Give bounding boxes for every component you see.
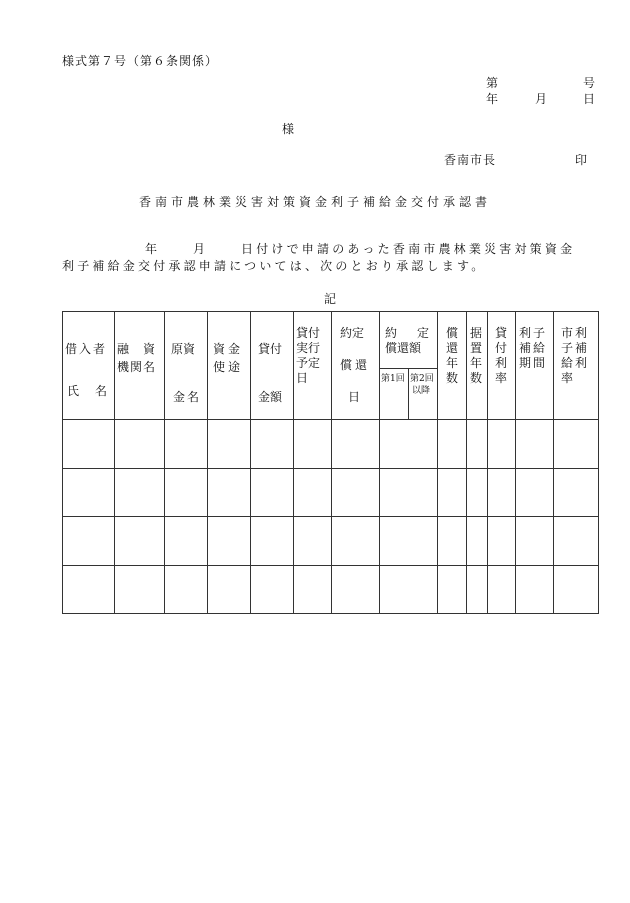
header-borrower-name <box>63 312 115 420</box>
table-cell[interactable] <box>332 468 380 517</box>
table-cell[interactable] <box>294 517 332 566</box>
table-cell[interactable] <box>467 468 488 517</box>
table-cell[interactable] <box>165 565 208 614</box>
form-label: 様式第７号（第６条関係） <box>62 54 219 68</box>
table-cell[interactable] <box>332 517 380 566</box>
header-repayment-amount <box>380 312 438 420</box>
seal-mark: 印 <box>575 153 588 167</box>
table-row <box>63 420 599 469</box>
table-cell[interactable] <box>294 565 332 614</box>
table-cell[interactable] <box>438 517 467 566</box>
header-repayment-years <box>438 312 467 420</box>
header-line: 市利 <box>561 326 590 340</box>
date-month-label: 月 <box>535 92 548 106</box>
header-line: 予定 <box>296 356 321 370</box>
table-cell[interactable] <box>488 517 516 566</box>
header-line: 日 <box>296 371 309 385</box>
table-cell[interactable] <box>115 468 165 517</box>
document-number-label: 第 <box>486 76 499 90</box>
header-line: 利子 <box>519 326 548 340</box>
header-line: 原資 <box>171 342 196 356</box>
header-line: 約 定 <box>385 326 434 340</box>
header-line: 据 <box>470 326 483 340</box>
header-loan-amount <box>251 312 294 420</box>
date-year-label: 年 <box>486 92 499 106</box>
header-repayment-date <box>332 312 380 420</box>
header-line: 数 <box>446 371 459 385</box>
table-cell[interactable] <box>294 420 332 469</box>
sub-header-separator <box>408 368 409 419</box>
table-cell[interactable] <box>165 468 208 517</box>
table-row <box>63 468 599 517</box>
table-cell[interactable] <box>251 517 294 566</box>
table-cell[interactable] <box>63 420 115 469</box>
table-cell[interactable] <box>332 565 380 614</box>
table-cell[interactable] <box>488 420 516 469</box>
table-header-row <box>63 312 599 420</box>
header-line: 率 <box>561 371 574 385</box>
body-year-label: 年 <box>145 242 158 256</box>
table-cell[interactable] <box>516 420 554 469</box>
header-line: 数 <box>470 371 483 385</box>
document-title: 香南市農林業災害対策資金利子補給金交付承認書 <box>138 195 491 209</box>
header-lending-institution <box>115 312 165 420</box>
header-line: 償還額 <box>385 341 422 355</box>
body-text-line-1: 日付けで申請のあった香南市農林業災害対策資金 <box>241 242 576 256</box>
header-fund-purpose <box>208 312 251 420</box>
header-line: 機関名 <box>117 360 157 374</box>
table-cell[interactable] <box>380 517 438 566</box>
table-cell[interactable] <box>63 565 115 614</box>
header-fund-source <box>165 312 208 420</box>
table-cell[interactable] <box>251 565 294 614</box>
header-loan-execution-date <box>294 312 332 420</box>
header-line: 貸付 <box>296 326 321 340</box>
table-cell[interactable] <box>516 468 554 517</box>
header-line: 貸付 <box>258 342 283 356</box>
header-line: 子補 <box>561 341 590 355</box>
header-line: 期間 <box>519 356 548 370</box>
header-line: 実行 <box>296 341 321 355</box>
table-cell[interactable] <box>488 565 516 614</box>
table-cell[interactable] <box>488 468 516 517</box>
table-cell[interactable] <box>438 420 467 469</box>
header-subsidy-period <box>516 312 554 420</box>
record-heading: 記 <box>324 292 337 306</box>
table-cell[interactable] <box>251 468 294 517</box>
table-cell[interactable] <box>208 517 251 566</box>
sub-header-first: 第1回 <box>381 374 405 384</box>
header-line: 約定 <box>340 326 365 340</box>
table-cell[interactable] <box>438 468 467 517</box>
table-cell[interactable] <box>294 468 332 517</box>
table-cell[interactable] <box>554 517 599 566</box>
header-loan-interest-rate <box>488 312 516 420</box>
date-day-label: 日 <box>583 92 596 106</box>
header-line: 還 <box>446 341 459 355</box>
header-line: 年 <box>446 356 459 370</box>
header-line: 償還 <box>340 358 371 372</box>
body-month-label: 月 <box>193 242 206 256</box>
table-cell[interactable] <box>63 468 115 517</box>
table-cell[interactable] <box>115 420 165 469</box>
header-line: 率 <box>495 371 508 385</box>
recipient-honorific: 様 <box>282 122 295 136</box>
table-cell[interactable] <box>380 420 438 469</box>
issuer-name: 香南市長 <box>444 153 497 167</box>
header-line: 借入者 <box>65 342 108 356</box>
header-line: 置 <box>470 341 483 355</box>
table-row <box>63 565 599 614</box>
header-line: 利 <box>495 356 508 370</box>
document-number-suffix: 号 <box>583 76 596 90</box>
table-cell[interactable] <box>208 420 251 469</box>
table-cell[interactable] <box>467 565 488 614</box>
sub-header-second: 第2回 <box>410 374 434 384</box>
sub-header-second-after: 以降 <box>412 386 431 396</box>
header-line: 償 <box>446 326 459 340</box>
header-grace-years <box>467 312 488 420</box>
header-line: 貸 <box>495 326 508 340</box>
header-line: 金額 <box>258 390 283 404</box>
table-cell[interactable] <box>467 517 488 566</box>
table-cell[interactable] <box>467 420 488 469</box>
table-row <box>63 517 599 566</box>
table-cell[interactable] <box>63 517 115 566</box>
table-cell[interactable] <box>380 468 438 517</box>
table-cell[interactable] <box>516 565 554 614</box>
header-line: 氏 名 <box>67 384 110 398</box>
header-line: 給利 <box>561 356 590 370</box>
header-line: 資金 <box>213 342 244 356</box>
header-line: 日 <box>348 390 361 404</box>
table-cell[interactable] <box>208 468 251 517</box>
header-city-subsidy-rate <box>554 312 599 420</box>
header-line: 年 <box>470 356 483 370</box>
table-cell[interactable] <box>332 420 380 469</box>
table-cell[interactable] <box>251 420 294 469</box>
table-cell[interactable] <box>115 565 165 614</box>
table-cell[interactable] <box>165 517 208 566</box>
table-cell[interactable] <box>554 468 599 517</box>
header-line: 融 資 <box>117 342 157 356</box>
table-cell[interactable] <box>516 517 554 566</box>
body-text-line-2: 利子補給金交付承認申請については、次のとおり承認します。 <box>62 259 487 273</box>
table-cell[interactable] <box>115 517 165 566</box>
header-line: 補給 <box>519 341 548 355</box>
table-cell[interactable] <box>554 420 599 469</box>
table-cell[interactable] <box>165 420 208 469</box>
grant-approval-table <box>62 311 599 614</box>
header-line: 使途 <box>213 360 244 374</box>
table-cell[interactable] <box>380 565 438 614</box>
table-cell[interactable] <box>554 565 599 614</box>
header-line: 金名 <box>173 390 202 404</box>
table-cell[interactable] <box>438 565 467 614</box>
table-cell[interactable] <box>208 565 251 614</box>
header-line: 付 <box>495 341 508 355</box>
